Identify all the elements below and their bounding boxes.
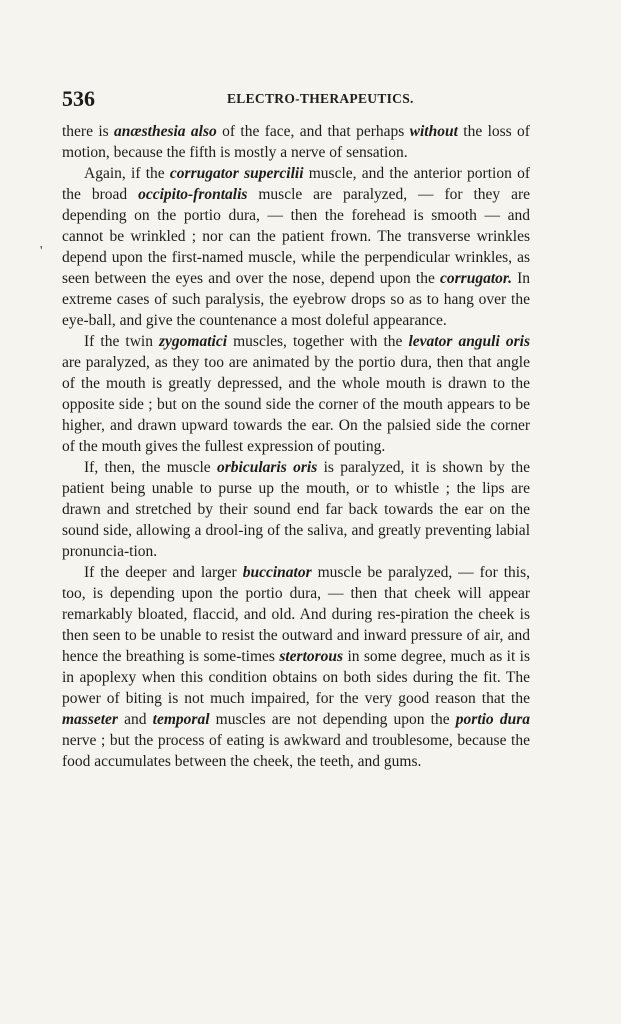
text-run: muscles, together with the [227, 333, 409, 350]
paragraph [62, 331, 530, 457]
italic-term: without [409, 123, 458, 140]
paragraph [62, 121, 530, 163]
text-run: In extreme cases of such paralysis, the eyebrow drops so as to hang over the eye-ball, and give the countenance a most doleful appearance. [62, 270, 531, 329]
text-run: If, then, the muscle [84, 459, 217, 476]
italic-term: levator anguli oris [408, 333, 530, 350]
italic-term: zygomatici [159, 333, 228, 350]
italic-term: temporal [152, 711, 210, 728]
text-run: nerve ; but the process of eating is awkward and troublesome, because the food accumulates between the cheek, the teeth, and gums. [62, 732, 530, 770]
italic-term: orbicularis oris [217, 459, 318, 476]
paragraph [62, 562, 530, 772]
italic-term: buccinator [242, 564, 312, 581]
italic-term: occipito-frontalis [138, 186, 248, 203]
text-run: Again, if the [84, 165, 170, 182]
text-run: are paralyzed, as they too are animated by the portio dura, then that angle of the mouth is greatly depressed, and the whole mouth is drawn to the opposite side ; but on the sound side the corner of the mouth appears to be higher, and drawn upward towards the ear. On the palsied side the corner of the mouth gives the fullest expression of pouting. [62, 354, 530, 455]
running-title: ELECTRO-THERAPEUTICS. [227, 91, 414, 106]
text-run: is paralyzed, it is shown by the patient being unable to purse up the mouth, or to whistle ; the lips are drawn and stretched by their sound end far back towards the ear on the sound side, allowing a drool-ing of the saliva, and greatly preventing labial pronuncia-tion. [62, 459, 530, 560]
text-run: there is [62, 123, 115, 140]
text-run: muscles are not depending upon the [209, 711, 456, 728]
text-run: muscle are paralyzed, — for they are depending on the portio dura, — then the forehead is smooth — and cannot be wrinkled ; nor can the patient frown. The transverse wrinkles depend upon the first-named muscle, while the perpendicular wrinkles, as seen between the eyes and over the nose, depend upon the [62, 186, 530, 287]
paragraph [62, 457, 530, 562]
text-run: If the twin [84, 333, 160, 350]
text-run: the loss of motion, because the fifth is mostly a nerve of sensation. [62, 123, 530, 161]
text-run: and [117, 711, 153, 728]
body-text [62, 121, 530, 772]
text-run: If the deeper and larger [84, 564, 243, 581]
paragraph [62, 163, 530, 331]
text-run: muscle, and the anterior portion of the broad [62, 165, 530, 203]
page-number: 536 [62, 86, 95, 111]
italic-term: portio dura [455, 711, 530, 728]
text-run: of the face, and that perhaps [216, 123, 410, 140]
italic-term: anæsthesia also [114, 123, 217, 140]
italic-term: masseter [62, 711, 118, 728]
italic-term: stertorous [279, 648, 344, 665]
italic-term: corrugator supercilii [169, 165, 304, 182]
page-header [62, 86, 542, 110]
margin-mark: ' [40, 244, 43, 259]
text-run: in some degree, much as it is in apoplexy when this condition obtains on both sides during the fit. The power of biting is not much impaired, for the very good reason that the [62, 648, 530, 707]
text-run: muscle be paralyzed, — for this, too, is depending upon the portio dura, — then that cheek will appear remarkably bloated, flaccid, and old. And during res-piration the cheek is then seen to be unable to resist the outward and inward pressure of air, and hence the breathing is some-times [62, 564, 530, 665]
italic-term: corrugator. [440, 270, 512, 287]
